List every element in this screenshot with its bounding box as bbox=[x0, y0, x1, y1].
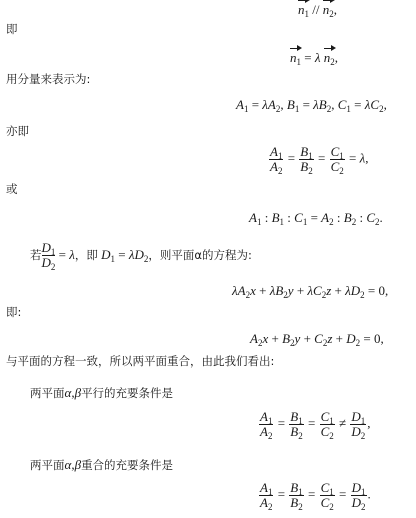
vector-n1: $n_1$ bbox=[298, 2, 309, 19]
eq-parallel-cond: $\frac{A_1}{A_2}$ = $\frac{B_1}{B_2}$ = $\frac{C_1}{C_2}$ ≠ $\frac{D_1}{D_2}$ , bbox=[260, 409, 371, 441]
eq-colon: $A_1$ : $B_1$ : $C_1 = A_2$ : $B_2$ : $C_2$. bbox=[249, 210, 383, 227]
text-ji: 即 bbox=[6, 22, 18, 36]
eq-parallel: $n_1 // n_2$, bbox=[298, 2, 337, 19]
text-use-components: 用分量来表示为: bbox=[6, 72, 91, 86]
eq-components: $A_1 = \lambda A_2$, $B_1 = \lambda B_2$, $C_1 = \lambda C_2$, bbox=[236, 97, 387, 114]
eq-lambda-vec: $n_1 = \lambda$ $n_2$, bbox=[290, 50, 338, 67]
text-huo: 或 bbox=[6, 182, 18, 196]
frac-d1-d2: $\frac{D_1}{D_2}$ bbox=[41, 240, 56, 272]
text-ji2: 即: bbox=[6, 305, 22, 319]
text-parallel-cond: 两平面α,β平行的充要条件是 bbox=[30, 385, 174, 400]
text-yiji: 亦即 bbox=[6, 124, 29, 138]
text-ruo: 若 $\frac{D_1}{D_2}$ = λ，即 $D_1 = \lambda D_2$，则平面α的方程为: bbox=[30, 240, 252, 272]
text-coincide-cond: 两平面α,β重合的充要条件是 bbox=[30, 457, 174, 472]
eq-coincide-cond: $\frac{A_1}{A_2}$ = $\frac{B_1}{B_2}$ = $\frac{C_1}{C_2}$ = $\frac{D_1}{D_2}$ . bbox=[260, 480, 371, 512]
eq-plane: $A_2x + B_2y + C_2z + D_2 = 0$, bbox=[250, 331, 384, 348]
eq-ratio-lambda: $\frac{A_1}{A_2}$ = $\frac{B_1}{B_2}$ = $\frac{C_1}{C_2}$ = λ, bbox=[270, 144, 369, 176]
eq-plane-alpha: $\lambda A_2x + \lambda B_2y + \lambda C_2z + \lambda D_2 = 0$, bbox=[232, 283, 389, 300]
vector-n2: $n_2$ bbox=[322, 2, 334, 19]
text-conclusion: 与平面的方程一致，所以两平面重合，由此我们看出: bbox=[6, 354, 275, 368]
